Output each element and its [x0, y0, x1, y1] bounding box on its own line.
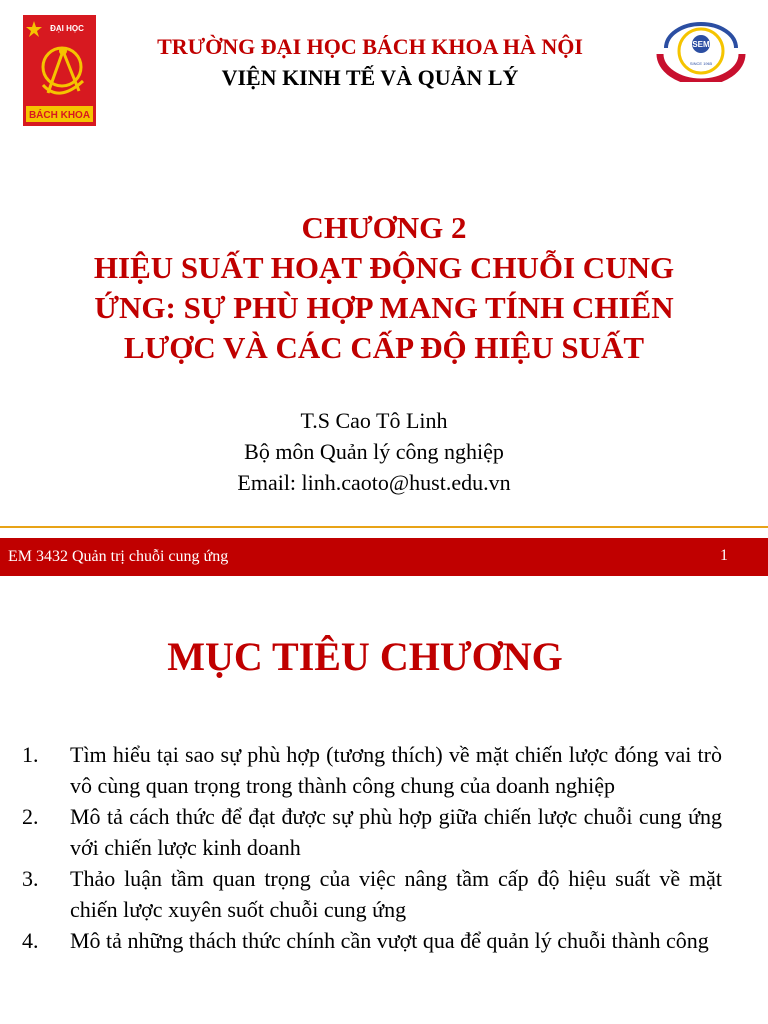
chapter-title-line: HIỆU SUẤT HOẠT ĐỘNG CHUỖI CUNG	[93, 250, 675, 285]
item-number: 4.	[22, 928, 39, 953]
footer-divider	[0, 526, 768, 528]
item-text: Thảo luận tầm quan trọng của việc nâng tầm cấp độ hiệu suất về mặt chiến lược xuyên suốt chuỗi cung ứng	[70, 866, 722, 922]
department-name: Bộ môn Quản lý công nghiệp	[244, 439, 504, 464]
sem-logo-since: SINCE 1965	[689, 61, 713, 66]
chapter-title-line: LƯỢC VÀ CÁC CẤP ĐỘ HIỆU SUẤT	[123, 330, 645, 365]
chapter-title-line: ỨNG: SỰ PHÙ HỢP MANG TÍNH CHIẾN	[94, 290, 674, 325]
item-text: Mô tả những thách thức chính cần vượt qua để quản lý chuỗi thành công	[70, 928, 709, 953]
university-name: TRƯỜNG ĐẠI HỌC BÁCH KHOA HÀ NỘI	[157, 34, 583, 59]
author-block	[100, 405, 648, 498]
list-item	[22, 739, 722, 801]
sem-logo	[654, 20, 748, 82]
item-number: 1.	[22, 742, 39, 767]
item-number: 2.	[22, 804, 39, 829]
list-item	[22, 801, 722, 863]
list-item	[22, 863, 722, 925]
course-label: EM 3432 Quản trị chuỗi cung ứng	[8, 548, 229, 565]
objectives-list	[22, 739, 722, 956]
slide-footer	[0, 538, 768, 576]
item-number: 3.	[22, 866, 39, 891]
institute-name: VIỆN KINH TẾ VÀ QUẢN LÝ	[221, 65, 519, 90]
slide-title: MỤC TIÊU CHƯƠNG	[167, 634, 563, 679]
logo-text-bottom: BÁCH KHOA	[28, 110, 91, 121]
chapter-title	[40, 208, 728, 368]
logo-text-top: ĐẠI HỌC	[50, 24, 84, 33]
item-text: Tìm hiểu tại sao sự phù hợp (tương thích) về mặt chiến lược đóng vai trò vô cùng quan trọng trong thành công chung của doanh nghiệp	[70, 742, 722, 798]
author-email: Email: linh.caoto@hust.edu.vn	[237, 470, 511, 495]
item-text: Mô tả cách thức để đạt được sự phù hợp giữa chiến lược chuỗi cung ứng với chiến lược kinh doanh	[70, 804, 722, 860]
sem-logo-text: SEM	[692, 40, 710, 49]
list-item	[22, 925, 722, 956]
hust-logo	[23, 15, 96, 126]
objectives-slide	[0, 576, 768, 1024]
slide-number: 1	[720, 547, 728, 564]
chapter-number: CHƯƠNG 2	[301, 210, 467, 245]
author-name: T.S Cao Tô Linh	[300, 408, 448, 433]
